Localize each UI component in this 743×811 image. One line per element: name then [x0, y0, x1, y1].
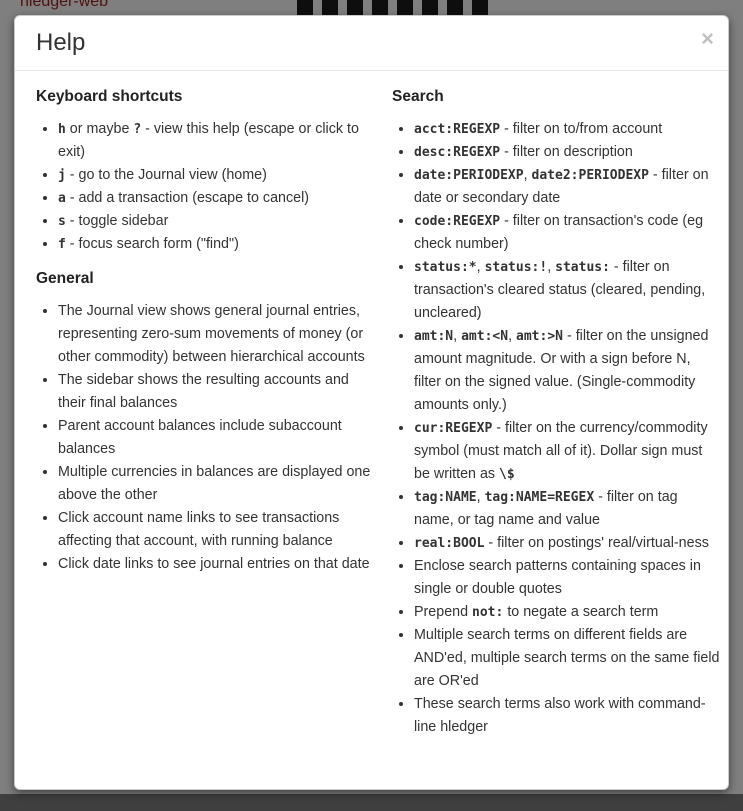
code-token: tag:NAME	[414, 489, 477, 505]
help-list	[392, 118, 720, 739]
code-token: h	[58, 121, 66, 137]
text-segment: - filter on the unsigned amount magnitude. Or with a sign before N, filter on the signed value. (Single-commodity amounts only.)	[414, 327, 709, 413]
help-list-item	[58, 507, 378, 553]
text-segment: ,	[508, 327, 517, 344]
code-token: ?	[133, 121, 142, 137]
text-segment: Click date links to see journal entries on that date	[58, 555, 370, 572]
code-token: code:REGEXP	[414, 213, 501, 229]
text-segment: The Journal view shows general journal entries, representing zero-sum movements of money (or other commodity) between hierarchical accounts	[58, 302, 365, 365]
help-list-item	[414, 532, 720, 555]
help-list-item	[414, 624, 720, 693]
code-token: j	[58, 167, 66, 183]
text-segment: Multiple search terms on different fields are AND'ed, multiple search terms on the same field are OR'ed	[414, 626, 720, 689]
text-segment: Multiple currencies in balances are displayed one above the other	[58, 463, 371, 503]
text-segment: The sidebar shows the resulting accounts and their final balances	[58, 371, 349, 411]
code-token: date:PERIODEXP	[414, 167, 524, 183]
section-heading: Keyboard shortcuts	[36, 87, 183, 105]
code-token: amt:N	[414, 328, 454, 344]
code-token: \$	[499, 466, 515, 482]
close-icon[interactable]: ×	[701, 26, 714, 51]
help-column-left	[36, 79, 378, 753]
section-heading: General	[36, 269, 94, 287]
text-segment: These search terms also work with command-line hledger	[414, 695, 706, 735]
section-heading: Search	[392, 87, 444, 105]
text-segment: ,	[523, 166, 532, 183]
text-segment: Enclose search patterns containing spaces in single or double quotes	[414, 557, 701, 597]
help-list	[36, 300, 378, 576]
modal-body	[15, 71, 728, 768]
text-segment: - filter on tag name, or tag name and value	[414, 488, 678, 528]
help-list-item	[414, 325, 720, 417]
code-token: tag:NAME=REGEX	[484, 489, 595, 505]
code-token: a	[58, 190, 66, 206]
text-segment: Parent account balances include subaccount balances	[58, 417, 342, 457]
code-token: f	[58, 236, 66, 252]
help-modal	[14, 15, 729, 790]
help-list-item	[414, 118, 720, 141]
help-list-item	[58, 300, 378, 369]
text-segment: ,	[476, 488, 485, 505]
text-segment: - view this help (escape or click to exit)	[58, 120, 359, 160]
text-segment: - add a transaction (escape to cancel)	[65, 189, 310, 206]
help-list-item	[414, 601, 720, 624]
help-list-item	[58, 118, 378, 164]
text-segment: - go to the Journal view (home)	[65, 166, 267, 183]
text-segment: - filter on transaction's cleared status (cleared, pending, uncleared)	[414, 258, 706, 321]
text-segment: Click account name links to see transactions affecting that account, with running balance	[58, 509, 340, 549]
code-token: amt:<N	[461, 328, 509, 344]
code-token: real:BOOL	[414, 535, 485, 551]
help-list-item	[58, 233, 378, 256]
help-list-item	[414, 210, 720, 256]
help-column-right	[392, 79, 720, 753]
text-segment: - filter on transaction's code (eg check number)	[414, 212, 704, 252]
code-token: desc:REGEXP	[414, 144, 501, 160]
text-segment: - filter on to/from account	[500, 120, 663, 137]
code-token: status:!	[484, 259, 548, 275]
text-segment: ,	[476, 258, 485, 275]
code-token: amt:>N	[516, 328, 563, 344]
help-list-item	[414, 256, 720, 325]
text-segment: - filter on description	[500, 143, 633, 160]
text-segment: ,	[453, 327, 462, 344]
help-list-item	[414, 555, 720, 601]
help-list-item	[58, 187, 378, 210]
help-list-item	[414, 417, 720, 486]
code-token: status:*	[414, 259, 477, 275]
code-token: cur:REGEXP	[414, 420, 493, 436]
help-list	[36, 118, 378, 256]
help-list-item	[414, 693, 720, 739]
text-segment: Prepend	[414, 603, 473, 620]
text-segment: to negate a search term	[503, 603, 659, 620]
code-token: s	[58, 213, 66, 229]
code-token: not:	[472, 604, 504, 620]
modal-title: Help	[36, 29, 86, 56]
code-token: acct:REGEXP	[414, 121, 501, 137]
text-segment: - focus search form ("find")	[65, 235, 239, 252]
text-segment: or maybe	[65, 120, 134, 137]
help-list-item	[414, 141, 720, 164]
help-list-item	[58, 553, 378, 576]
help-list-item	[58, 369, 378, 415]
code-token: status:	[555, 259, 610, 275]
help-list-item	[58, 461, 378, 507]
code-token: date2:PERIODEXP	[531, 167, 649, 183]
help-list-item	[414, 164, 720, 210]
help-list-item	[414, 486, 720, 532]
help-list-item	[58, 415, 378, 461]
text-segment: - filter on date or secondary date	[414, 166, 709, 206]
text-segment: - toggle sidebar	[65, 212, 169, 229]
help-list-item	[58, 164, 378, 187]
text-segment: - filter on the currency/commodity symbol (must match all of it). Dollar sign must be written as	[414, 419, 708, 482]
text-segment: - filter on postings' real/virtual-ness	[484, 534, 709, 551]
help-list-item	[58, 210, 378, 233]
modal-header	[15, 16, 728, 71]
text-segment: ,	[547, 258, 556, 275]
